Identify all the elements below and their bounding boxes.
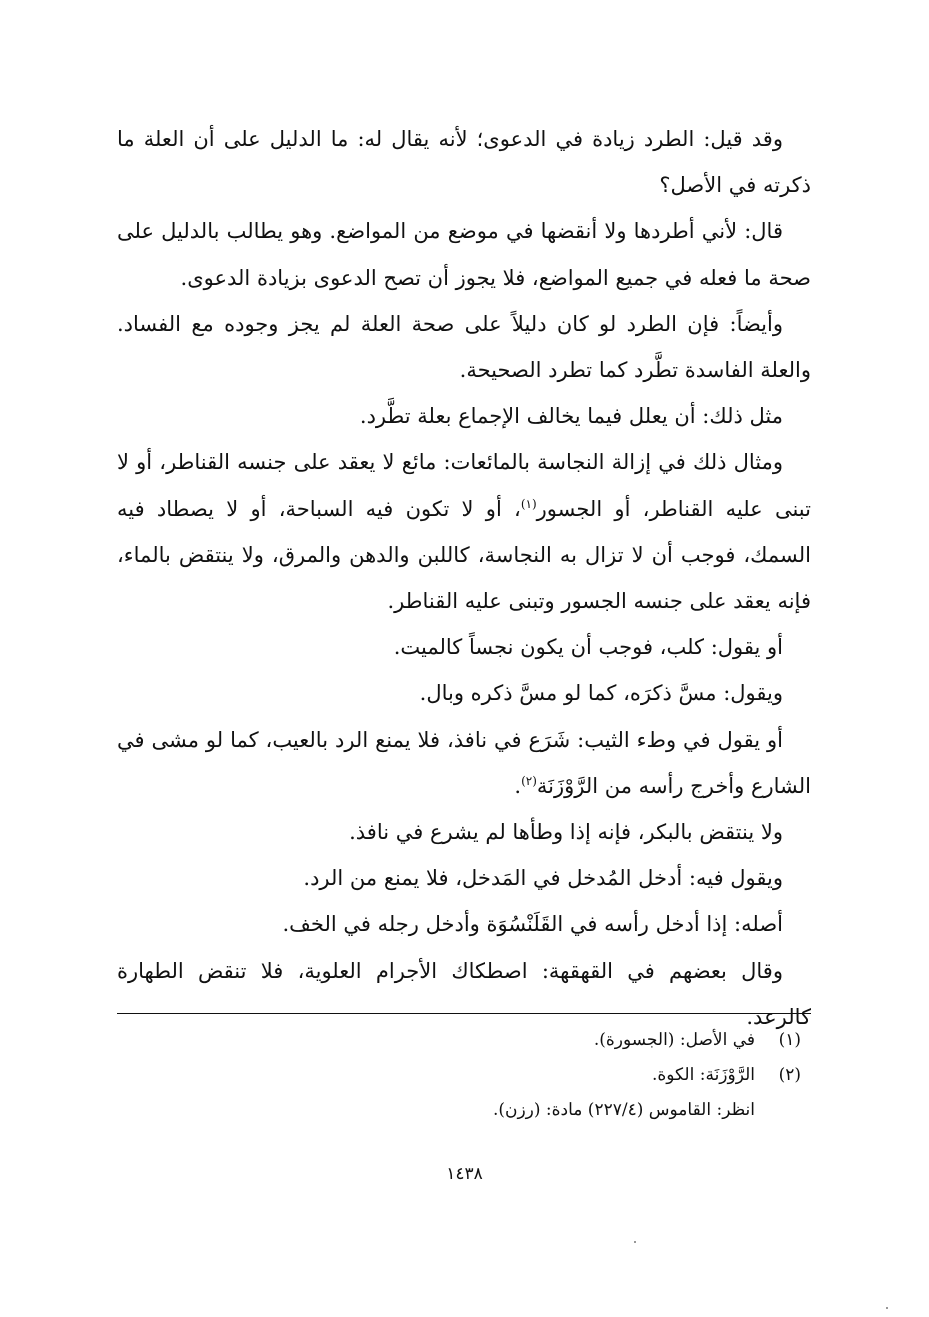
footnote-2-continuation: انظر: القاموس (٢٢٧/٤) مادة: (رزن). xyxy=(492,1100,755,1120)
paragraph-7: ويقول: مسَّ ذكرَه، كما لو مسَّ ذكره وبال. xyxy=(419,681,783,706)
footnote-ref-2: (٢) xyxy=(521,773,537,788)
paragraph-4: مثل ذلك: أن يعلل فيما يخالف الإجماع بعلة تطَّرد. xyxy=(359,404,783,429)
paragraph-9: ولا ينتقض بالبكر، فإنه إذا وطأها لم يشرع في نافذ. xyxy=(349,820,783,845)
paragraph-5-text-b: ، أو لا تكون فيه السباحة، أو لا يصطاد فيه السمك، فوجب أن لا تزال به النجاسة، كاللبن والدهن والمرق، ولا ينتقض بالماء، فإنه يعقد على جنسه الجسور وتبنى عليه القناطر. xyxy=(117,496,811,614)
footnote-text: في الأصل: (الجسورة). xyxy=(593,1030,755,1050)
footnotes xyxy=(117,1023,801,1128)
main-text xyxy=(117,116,811,1040)
paragraph-3: وأيضاً: فإن الطرد لو كان دليلاً على صحة العلة لم يجز وجوده مع الفساد. والعلة الفاسدة تطَّرد كما تطرد الصحيحة. xyxy=(117,311,811,383)
paragraph-8-end: . xyxy=(514,773,522,798)
paragraph-12: وقال بعضهم في القهقهة: اصطكاك الأجرام العلوية، فلا تنقض الطهارة كالرعد. xyxy=(117,958,811,1029)
scan-speck xyxy=(886,1307,888,1309)
footnote-1 xyxy=(117,1023,801,1058)
paragraph-8-text: أو يقول في وطء الثيب: شَرَع في نافذ، فلا يمنع الرد بالعيب، كما لو مشى في الشارع وأخرج رأسه من الرَّوْزَنَة xyxy=(117,727,811,798)
scan-speck xyxy=(634,1241,636,1243)
paragraph-10: ويقول فيه: أدخل المُدخل في المَدخل، فلا يمنع من الرد. xyxy=(303,866,783,891)
paragraph-1: وقد قيل: الطرد زيادة في الدعوى؛ لأنه يقال له: ما الدليل على أن العلة ما ذكرته في الأصل؟ xyxy=(117,127,811,198)
paragraph-6: أو يقول: كلب، فوجب أن يكون نجساً كالميت. xyxy=(393,635,783,660)
footnote-separator xyxy=(117,1013,811,1014)
footnote-number: (١) xyxy=(778,1030,801,1050)
paragraph-8 xyxy=(117,717,811,809)
footnote-text: الرَّوْزَنَة: الكوة. xyxy=(651,1065,755,1085)
paragraph-5 xyxy=(117,439,811,624)
paragraph-11: أصله: إذا أدخل رأسه في القَلَنْسُوَة وأدخل رجله في الخف. xyxy=(282,912,783,937)
paragraph-2: قال: لأني أطردها ولا أنقضها في موضع من المواضع. وهو يطالب بالدليل على صحة ما فعله في جميع المواضع، فلا يجوز أن تصح الدعوى بزيادة الدعوى. xyxy=(117,219,811,290)
footnote-number: (٢) xyxy=(778,1065,801,1085)
footnote-ref-1: (١) xyxy=(520,496,537,511)
paragraph-5-text-a: ومثال ذلك في إزالة النجاسة بالمائعات: مائع لا يعقد على جنسه القناطر، أو لا تبنى عليه القناطر، أو الجسور xyxy=(117,450,811,521)
page-number: ١٤٣٨ xyxy=(446,1164,483,1184)
footnote-2 xyxy=(117,1058,801,1093)
